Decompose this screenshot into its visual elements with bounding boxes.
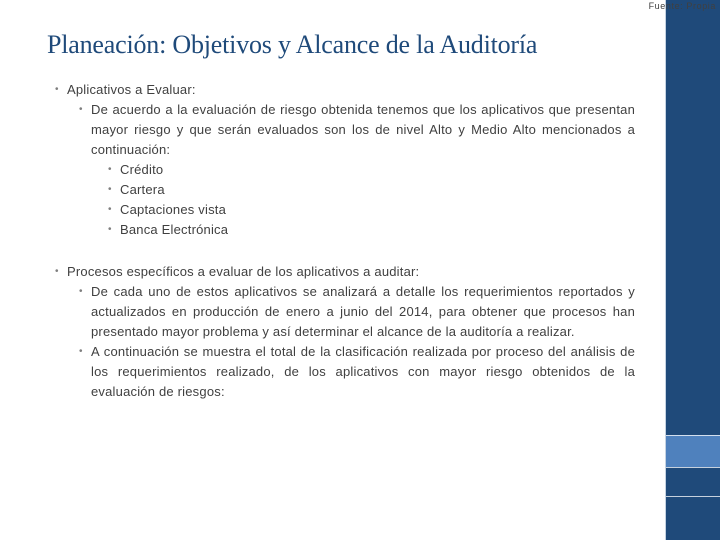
- source-note: Fuente: Propia: [648, 1, 716, 11]
- section-paragraph: • A continuación se muestra el total de la clasificación realizada por proceso del análisis de los requerimientos realizado, de los aplicativos con mayor riesgo obtenidos de la evaluación de riesgos:: [79, 342, 635, 402]
- app-list-item: • Banca Electrónica: [108, 220, 635, 240]
- app-list-item: • Crédito: [108, 160, 635, 180]
- sidebar-block-top: [665, 0, 720, 435]
- sidebar-block-middle: [665, 467, 720, 496]
- app-list-item: • Captaciones vista: [108, 200, 635, 220]
- slide-title: [47, 30, 537, 60]
- sidebar-block-accent: [665, 435, 720, 467]
- sidebar-divider: [665, 435, 720, 436]
- title-rest: Objetivos y Alcance de la Auditoría: [172, 30, 538, 59]
- section-heading: • Aplicativos a Evaluar:: [55, 80, 635, 100]
- sidebar-edge-line: [665, 0, 666, 540]
- section-paragraph: • De cada uno de estos aplicativos se analizará a detalle los requerimientos reportados y actualizados en producción de enero a junio del 2014, para obtener que procesos han presentado mayor problema y así determinar el alcance de la auditoría a realizar.: [79, 282, 635, 342]
- spacer: [55, 240, 635, 262]
- sidebar-divider: [665, 496, 720, 497]
- slide-body: [55, 80, 635, 402]
- section-paragraph: • De acuerdo a la evaluación de riesgo obtenida tenemos que los aplicativos que presentan mayor riesgo y que serán evaluados son los de nivel Alto y Medio Alto mencionados a continuación:: [79, 100, 635, 160]
- section-heading: • Procesos específicos a evaluar de los aplicativos a auditar:: [55, 262, 635, 282]
- title-main: Planeación:: [47, 30, 167, 59]
- app-list-item: • Cartera: [108, 180, 635, 200]
- sidebar-block-bottom: [665, 496, 720, 540]
- decorative-sidebar: [665, 0, 720, 540]
- sidebar-divider: [665, 467, 720, 468]
